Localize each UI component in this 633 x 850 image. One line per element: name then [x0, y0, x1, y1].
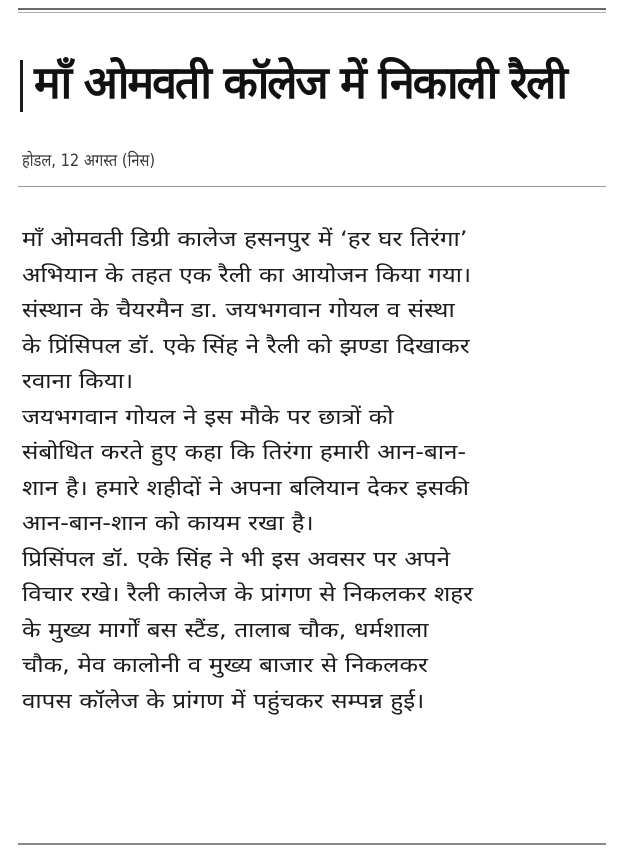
body-line: के मुख्य मार्गों बस स्टैंड, तालाब चौक, धर्मशाला	[22, 617, 429, 642]
body-line: शान है। हमारे शहीदों ने अपना बलियान देकर इसकी	[22, 475, 469, 500]
body-line: विचार रखे। रैली कालेज के प्रांगण से निकलकर शहर	[22, 582, 474, 606]
body-line: माँ ओमवती डिग्री कालेज हसनपुर में ‘हर घर तिरंगा’	[22, 227, 468, 251]
body-line: प्रिसिंपल डॉ. एके सिंह ने भी इस अवसर पर अपने	[22, 546, 450, 571]
article-body	[22, 222, 607, 719]
top-rule	[18, 8, 606, 10]
dateline-rule	[18, 186, 606, 187]
body-line: जयभगवान गोयल ने इस मौके पर छात्रों को	[22, 404, 394, 429]
body-line: संस्थान के चैयरमैन डा. जयभगवान गोयल व संस्था	[22, 298, 455, 322]
body-line: वापस कॉलेज के प्रांगण में पहुंचकर सम्पन्न हुई।	[22, 688, 425, 713]
body-line: आन-बान-शान को कायम रखा है।	[22, 511, 314, 535]
bottom-rule	[18, 843, 606, 845]
headline: माँ ओमवती कॉलेज में निकाली रैली	[34, 56, 566, 109]
body-line: के प्रिंसिपल डॉ. एके सिंह ने रैली को झण्डा दिखाकर	[22, 333, 470, 358]
body-line: अभियान के तहत एक रैली का आयोजन किया गया।	[22, 262, 472, 287]
body-line: रवाना किया।	[22, 369, 134, 393]
top-rule-thin	[18, 12, 606, 13]
headline-bar	[20, 60, 23, 112]
dateline: होडल, 12 अगस्त (निस)	[22, 151, 156, 171]
body-line: चौक, मेव कालोनी व मुख्य बाजार से निकलकर	[22, 653, 428, 677]
body-line: संबोधित करते हुए कहा कि तिरंगा हमारी आन-बान-	[22, 440, 467, 464]
